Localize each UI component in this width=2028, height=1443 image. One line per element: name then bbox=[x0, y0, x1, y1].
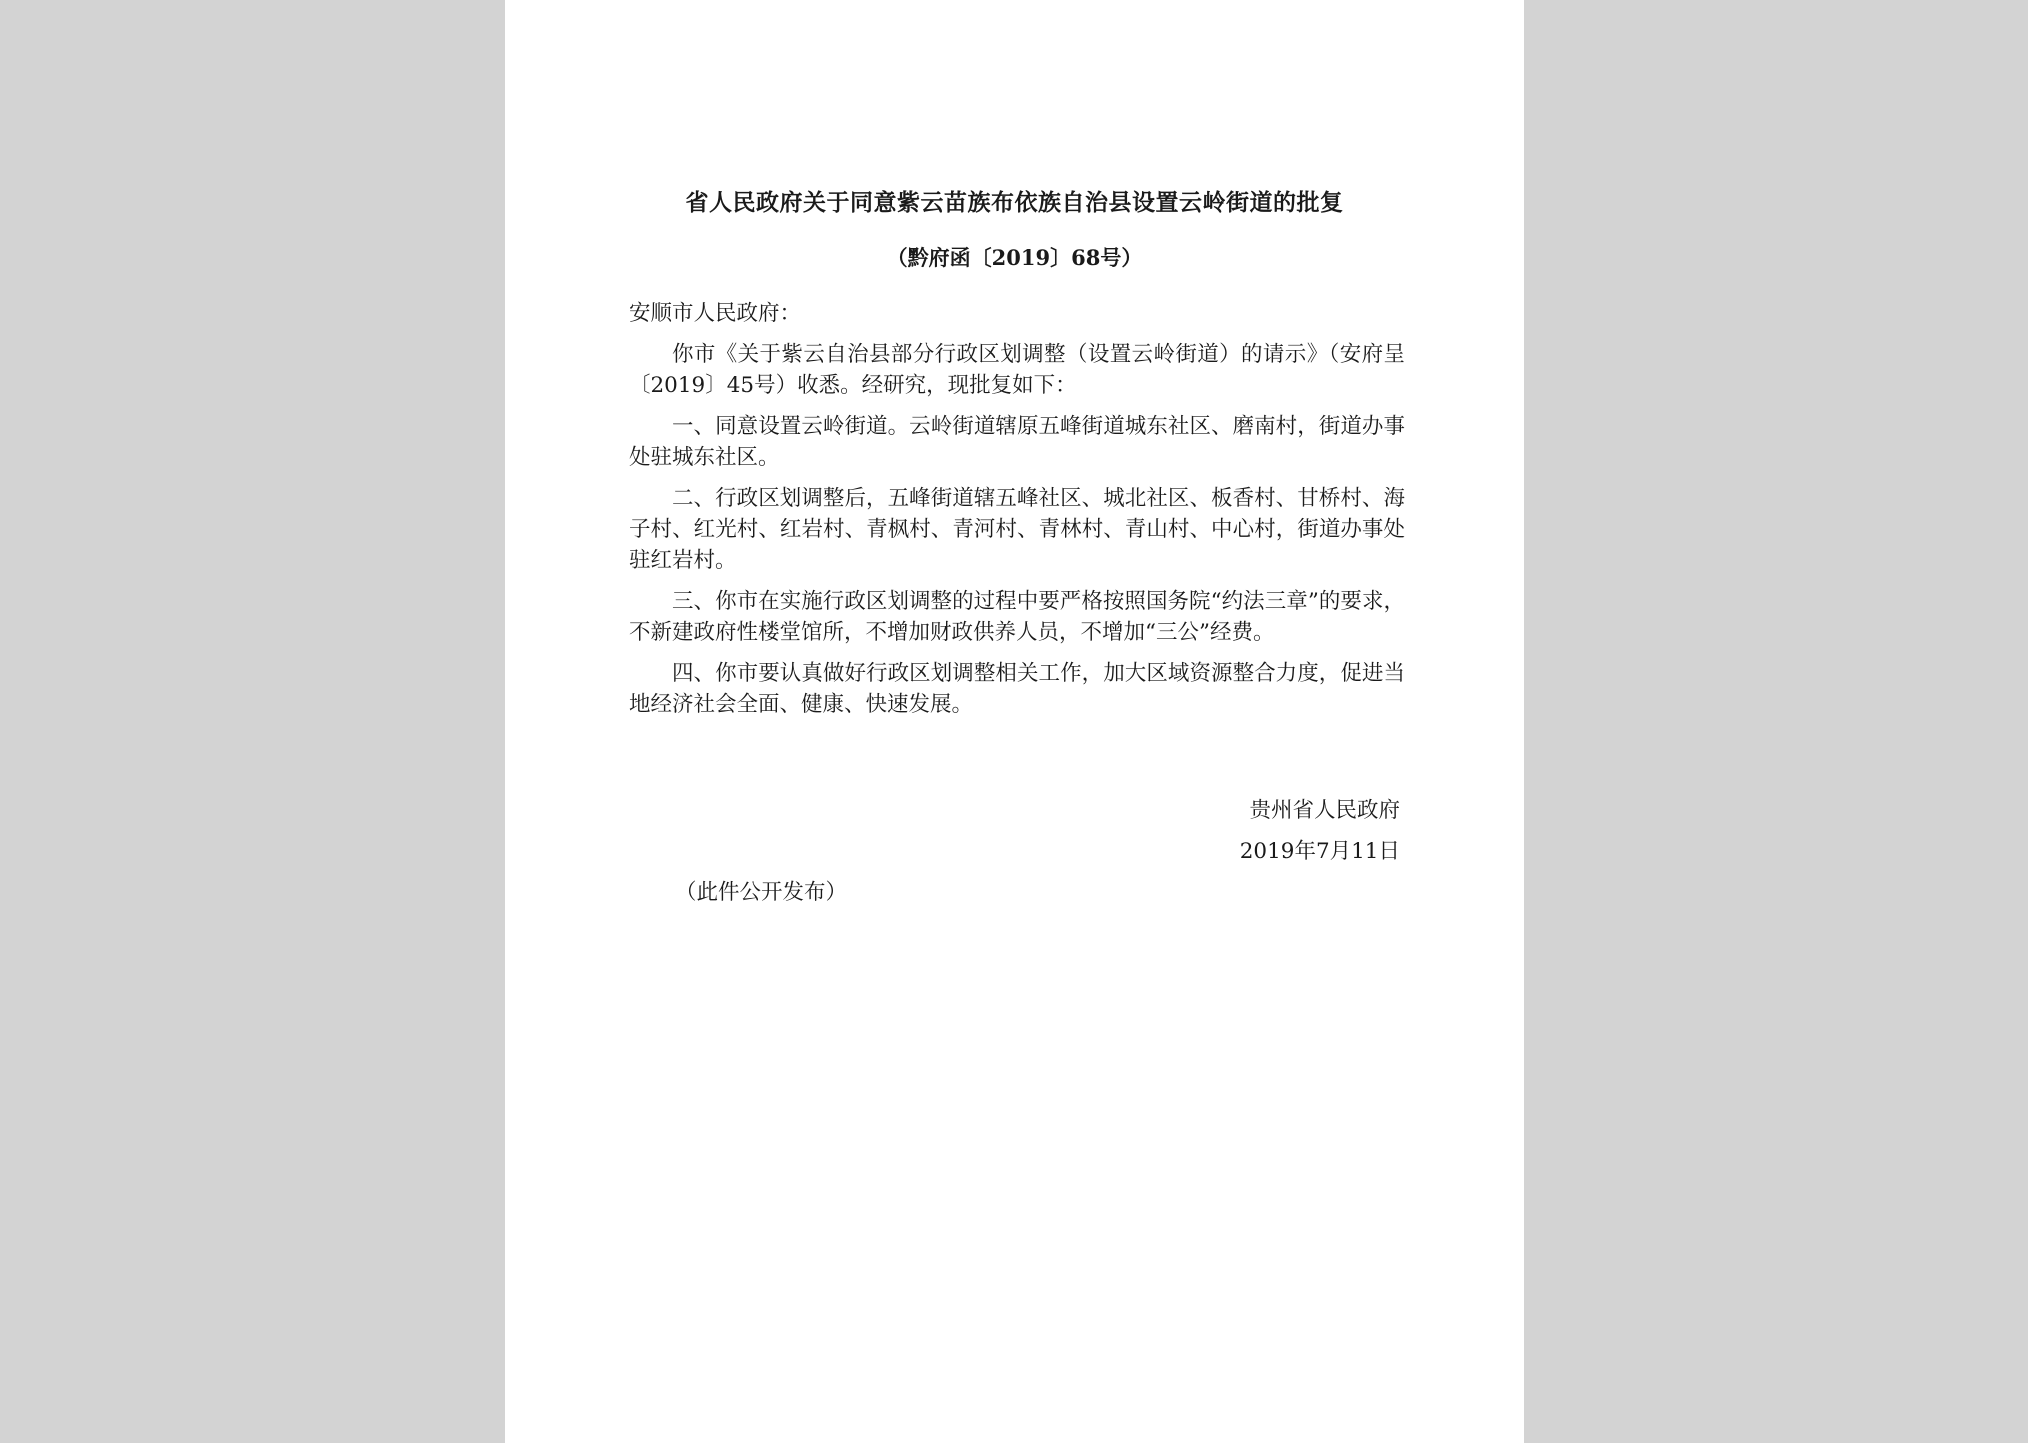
issuer-name: 贵州省人民政府 bbox=[1249, 798, 1400, 823]
publication-note: （此件公开发布） bbox=[675, 880, 848, 905]
document-page bbox=[505, 0, 1524, 1443]
paragraph-request-ack: 你市《关于紫云自治县部分行政区划调整（设置云岭街道）的请示》（安府呈〔2019〕45号）收悉。经研究，现批复如下： bbox=[629, 342, 1405, 398]
paragraph-item-1: 一、同意设置云岭街道。云岭街道辖原五峰街道城东社区、磨南村，街道办事处驻城东社区。 bbox=[629, 414, 1405, 470]
document-body bbox=[629, 298, 1405, 730]
signature-block bbox=[1240, 790, 1400, 872]
issue-date: 2019年7月11日 bbox=[1239, 839, 1400, 864]
document-number: （黔府函〔2019〕68号） bbox=[886, 245, 1143, 270]
document-title: 省人民政府关于同意紫云苗族布依族自治县设置云岭街道的批复 bbox=[685, 189, 1344, 216]
paragraph-item-2: 二、行政区划调整后，五峰街道辖五峰社区、城北社区、板香村、甘桥村、海子村、红光村、红岩村、青枫村、青河村、青林村、青山村、中心村，街道办事处驻红岩村。 bbox=[629, 486, 1405, 573]
salutation: 安顺市人民政府： bbox=[629, 301, 802, 326]
paragraph-item-3: 三、你市在实施行政区划调整的过程中要严格按照国务院“约法三章”的要求，不新建政府性楼堂馆所，不增加财政供养人员，不增加“三公”经费。 bbox=[629, 589, 1405, 645]
paragraph-item-4: 四、你市要认真做好行政区划调整相关工作，加大区域资源整合力度，促进当地经济社会全面、健康、快速发展。 bbox=[629, 661, 1405, 717]
